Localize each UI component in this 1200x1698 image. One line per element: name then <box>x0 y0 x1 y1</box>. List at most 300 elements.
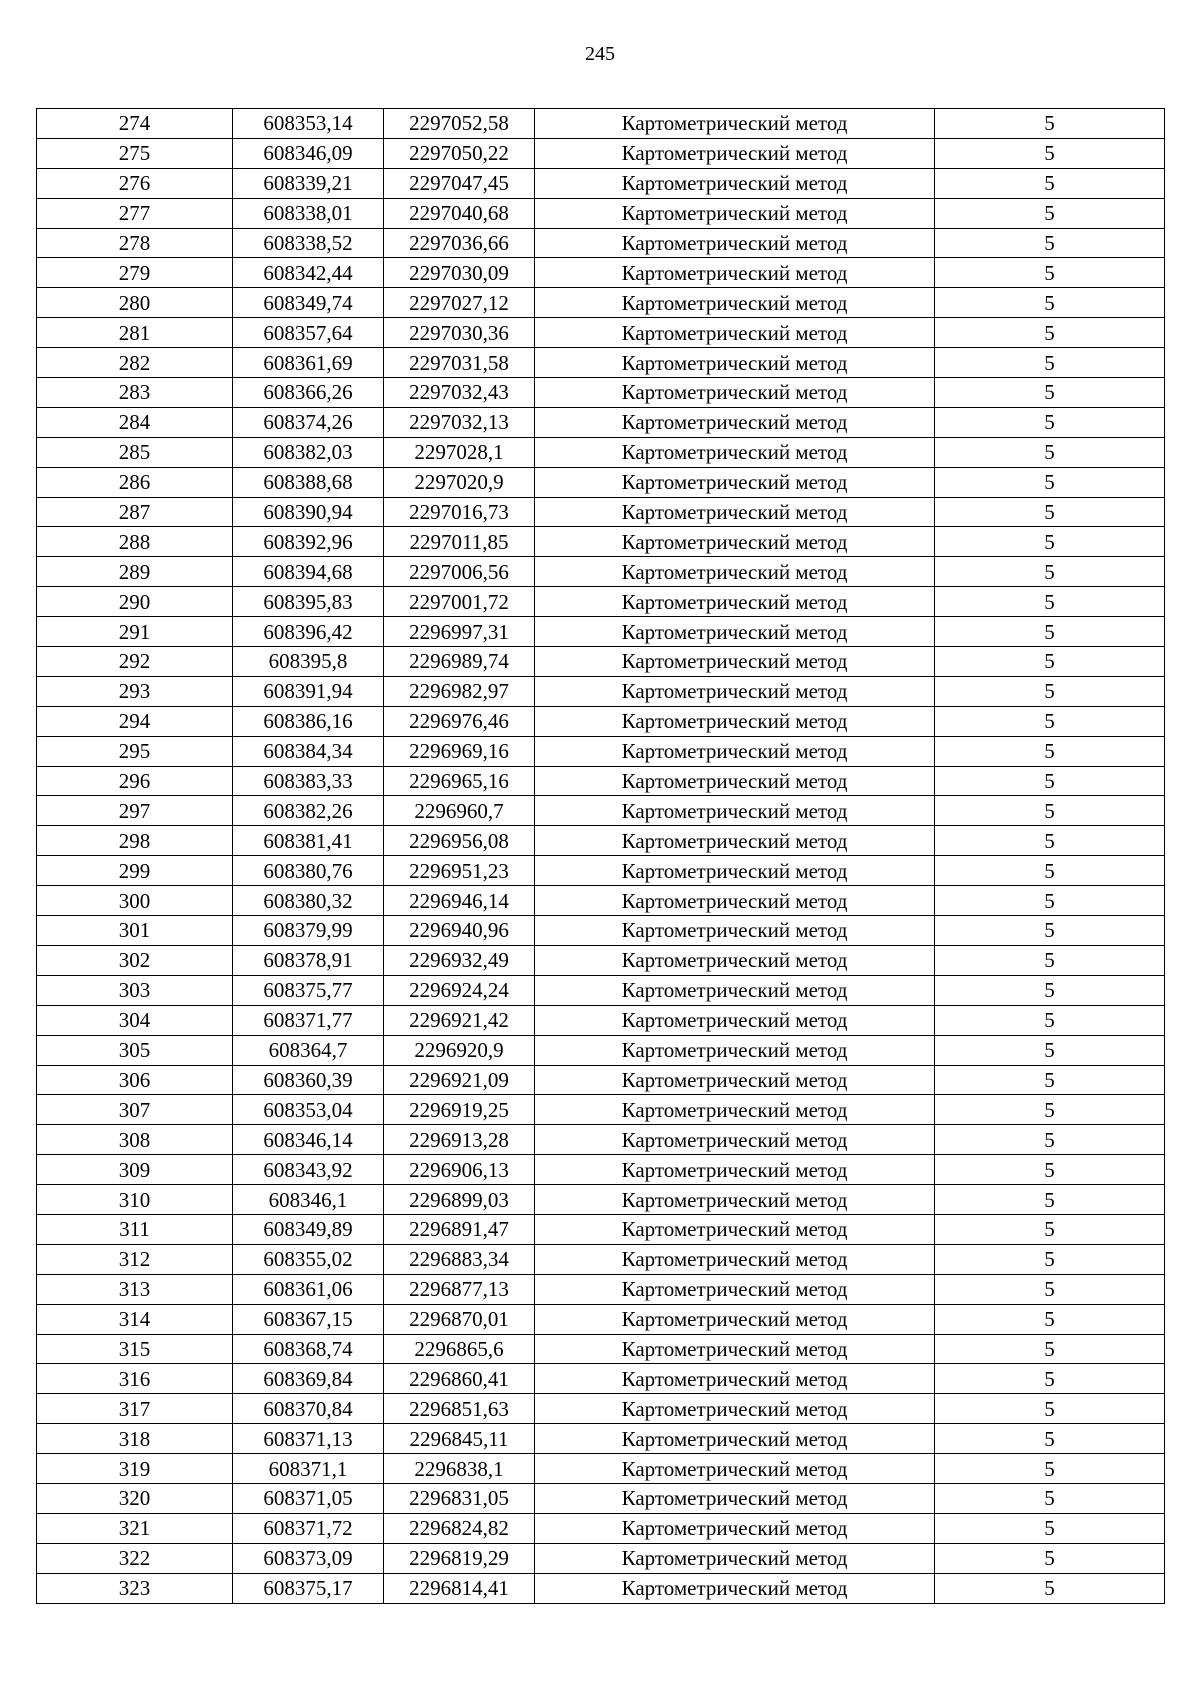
x-coordinate-cell: 608349,74 <box>233 288 384 318</box>
accuracy-cell: 5 <box>935 228 1165 258</box>
point-number-cell: 291 <box>37 617 233 647</box>
method-cell: Картометрический метод <box>535 676 935 706</box>
y-coordinate-cell: 2297011,85 <box>384 527 535 557</box>
method-cell: Картометрический метод <box>535 975 935 1005</box>
table-row <box>37 1095 1165 1125</box>
coordinates-table <box>36 108 1165 1604</box>
y-coordinate-cell: 2296819,29 <box>384 1543 535 1573</box>
y-coordinate-cell: 2296814,41 <box>384 1573 535 1603</box>
table-row <box>37 378 1165 408</box>
method-cell: Картометрический метод <box>535 1513 935 1543</box>
x-coordinate-cell: 608342,44 <box>233 258 384 288</box>
point-number-cell: 315 <box>37 1334 233 1364</box>
accuracy-cell: 5 <box>935 1394 1165 1424</box>
method-cell: Картометрический метод <box>535 1334 935 1364</box>
accuracy-cell: 5 <box>935 617 1165 647</box>
table-row <box>37 587 1165 617</box>
y-coordinate-cell: 2296865,6 <box>384 1334 535 1364</box>
accuracy-cell: 5 <box>935 288 1165 318</box>
point-number-cell: 311 <box>37 1214 233 1244</box>
point-number-cell: 313 <box>37 1274 233 1304</box>
accuracy-cell: 5 <box>935 138 1165 168</box>
accuracy-cell: 5 <box>935 1334 1165 1364</box>
y-coordinate-cell: 2296932,49 <box>384 945 535 975</box>
point-number-cell: 278 <box>37 228 233 258</box>
x-coordinate-cell: 608371,13 <box>233 1424 384 1454</box>
table-row <box>37 557 1165 587</box>
method-cell: Картометрический метод <box>535 886 935 916</box>
x-coordinate-cell: 608394,68 <box>233 557 384 587</box>
table-row <box>37 706 1165 736</box>
table-row <box>37 228 1165 258</box>
accuracy-cell: 5 <box>935 467 1165 497</box>
method-cell: Картометрический метод <box>535 1274 935 1304</box>
x-coordinate-cell: 608384,34 <box>233 736 384 766</box>
accuracy-cell: 5 <box>935 1185 1165 1215</box>
point-number-cell: 314 <box>37 1304 233 1334</box>
point-number-cell: 322 <box>37 1543 233 1573</box>
table-row <box>37 258 1165 288</box>
accuracy-cell: 5 <box>935 1095 1165 1125</box>
method-cell: Картометрический метод <box>535 1454 935 1484</box>
x-coordinate-cell: 608378,91 <box>233 945 384 975</box>
x-coordinate-cell: 608366,26 <box>233 378 384 408</box>
y-coordinate-cell: 2296965,16 <box>384 766 535 796</box>
point-number-cell: 302 <box>37 945 233 975</box>
y-coordinate-cell: 2296924,24 <box>384 975 535 1005</box>
method-cell: Картометрический метод <box>535 1424 935 1454</box>
point-number-cell: 301 <box>37 916 233 946</box>
accuracy-cell: 5 <box>935 766 1165 796</box>
method-cell: Картометрический метод <box>535 1573 935 1603</box>
accuracy-cell: 5 <box>935 1304 1165 1334</box>
point-number-cell: 310 <box>37 1185 233 1215</box>
accuracy-cell: 5 <box>935 1214 1165 1244</box>
x-coordinate-cell: 608371,1 <box>233 1454 384 1484</box>
method-cell: Картометрический метод <box>535 766 935 796</box>
table-row <box>37 497 1165 527</box>
x-coordinate-cell: 608338,52 <box>233 228 384 258</box>
accuracy-cell: 5 <box>935 796 1165 826</box>
table-row <box>37 109 1165 139</box>
table-row <box>37 1214 1165 1244</box>
method-cell: Картометрический метод <box>535 168 935 198</box>
y-coordinate-cell: 2297020,9 <box>384 467 535 497</box>
accuracy-cell: 5 <box>935 198 1165 228</box>
method-cell: Картометрический метод <box>535 527 935 557</box>
y-coordinate-cell: 2297028,1 <box>384 437 535 467</box>
method-cell: Картометрический метод <box>535 1483 935 1513</box>
x-coordinate-cell: 608368,74 <box>233 1334 384 1364</box>
accuracy-cell: 5 <box>935 1424 1165 1454</box>
y-coordinate-cell: 2296913,28 <box>384 1125 535 1155</box>
accuracy-cell: 5 <box>935 258 1165 288</box>
y-coordinate-cell: 2297052,58 <box>384 109 535 139</box>
table-row <box>37 1334 1165 1364</box>
table-row <box>37 1185 1165 1215</box>
point-number-cell: 308 <box>37 1125 233 1155</box>
table-row <box>37 348 1165 378</box>
accuracy-cell: 5 <box>935 1364 1165 1394</box>
table-row <box>37 916 1165 946</box>
point-number-cell: 290 <box>37 587 233 617</box>
x-coordinate-cell: 608346,09 <box>233 138 384 168</box>
accuracy-cell: 5 <box>935 1125 1165 1155</box>
x-coordinate-cell: 608375,77 <box>233 975 384 1005</box>
table-row <box>37 318 1165 348</box>
method-cell: Картометрический метод <box>535 318 935 348</box>
y-coordinate-cell: 2296989,74 <box>384 647 535 677</box>
accuracy-cell: 5 <box>935 557 1165 587</box>
accuracy-cell: 5 <box>935 945 1165 975</box>
accuracy-cell: 5 <box>935 1035 1165 1065</box>
point-number-cell: 283 <box>37 378 233 408</box>
method-cell: Картометрический метод <box>535 557 935 587</box>
method-cell: Картометрический метод <box>535 407 935 437</box>
x-coordinate-cell: 608355,02 <box>233 1244 384 1274</box>
table-row <box>37 1573 1165 1603</box>
x-coordinate-cell: 608346,14 <box>233 1125 384 1155</box>
x-coordinate-cell: 608386,16 <box>233 706 384 736</box>
x-coordinate-cell: 608374,26 <box>233 407 384 437</box>
x-coordinate-cell: 608361,69 <box>233 348 384 378</box>
table-row <box>37 945 1165 975</box>
y-coordinate-cell: 2297040,68 <box>384 198 535 228</box>
x-coordinate-cell: 608395,8 <box>233 647 384 677</box>
table-row <box>37 736 1165 766</box>
y-coordinate-cell: 2296891,47 <box>384 1214 535 1244</box>
method-cell: Картометрический метод <box>535 258 935 288</box>
method-cell: Картометрический метод <box>535 378 935 408</box>
point-number-cell: 288 <box>37 527 233 557</box>
y-coordinate-cell: 2296976,46 <box>384 706 535 736</box>
x-coordinate-cell: 608369,84 <box>233 1364 384 1394</box>
table-row <box>37 1005 1165 1035</box>
x-coordinate-cell: 608390,94 <box>233 497 384 527</box>
accuracy-cell: 5 <box>935 168 1165 198</box>
method-cell: Картометрический метод <box>535 706 935 736</box>
table-row <box>37 1244 1165 1274</box>
accuracy-cell: 5 <box>935 587 1165 617</box>
y-coordinate-cell: 2297032,43 <box>384 378 535 408</box>
table-row <box>37 467 1165 497</box>
point-number-cell: 297 <box>37 796 233 826</box>
y-coordinate-cell: 2296831,05 <box>384 1483 535 1513</box>
point-number-cell: 289 <box>37 557 233 587</box>
table-row <box>37 527 1165 557</box>
y-coordinate-cell: 2297016,73 <box>384 497 535 527</box>
point-number-cell: 295 <box>37 736 233 766</box>
table-row <box>37 856 1165 886</box>
accuracy-cell: 5 <box>935 1274 1165 1304</box>
x-coordinate-cell: 608391,94 <box>233 676 384 706</box>
y-coordinate-cell: 2296919,25 <box>384 1095 535 1125</box>
method-cell: Картометрический метод <box>535 437 935 467</box>
point-number-cell: 316 <box>37 1364 233 1394</box>
accuracy-cell: 5 <box>935 676 1165 706</box>
method-cell: Картометрический метод <box>535 1304 935 1334</box>
method-cell: Картометрический метод <box>535 138 935 168</box>
method-cell: Картометрический метод <box>535 228 935 258</box>
accuracy-cell: 5 <box>935 736 1165 766</box>
accuracy-cell: 5 <box>935 109 1165 139</box>
method-cell: Картометрический метод <box>535 945 935 975</box>
accuracy-cell: 5 <box>935 318 1165 348</box>
method-cell: Картометрический метод <box>535 1155 935 1185</box>
y-coordinate-cell: 2297006,56 <box>384 557 535 587</box>
x-coordinate-cell: 608339,21 <box>233 168 384 198</box>
table-row <box>37 886 1165 916</box>
point-number-cell: 299 <box>37 856 233 886</box>
point-number-cell: 277 <box>37 198 233 228</box>
y-coordinate-cell: 2296838,1 <box>384 1454 535 1484</box>
method-cell: Картометрический метод <box>535 198 935 228</box>
y-coordinate-cell: 2297027,12 <box>384 288 535 318</box>
point-number-cell: 274 <box>37 109 233 139</box>
accuracy-cell: 5 <box>935 647 1165 677</box>
y-coordinate-cell: 2296921,09 <box>384 1065 535 1095</box>
table-row <box>37 138 1165 168</box>
accuracy-cell: 5 <box>935 1543 1165 1573</box>
method-cell: Картометрический метод <box>535 647 935 677</box>
y-coordinate-cell: 2297032,13 <box>384 407 535 437</box>
x-coordinate-cell: 608360,39 <box>233 1065 384 1095</box>
accuracy-cell: 5 <box>935 916 1165 946</box>
x-coordinate-cell: 608388,68 <box>233 467 384 497</box>
point-number-cell: 275 <box>37 138 233 168</box>
table-row <box>37 796 1165 826</box>
point-number-cell: 282 <box>37 348 233 378</box>
table-row <box>37 1155 1165 1185</box>
point-number-cell: 321 <box>37 1513 233 1543</box>
table-row <box>37 1364 1165 1394</box>
point-number-cell: 293 <box>37 676 233 706</box>
table-row <box>37 676 1165 706</box>
method-cell: Картометрический метод <box>535 916 935 946</box>
x-coordinate-cell: 608338,01 <box>233 198 384 228</box>
point-number-cell: 319 <box>37 1454 233 1484</box>
y-coordinate-cell: 2296921,42 <box>384 1005 535 1035</box>
method-cell: Картометрический метод <box>535 1214 935 1244</box>
table-row <box>37 1513 1165 1543</box>
accuracy-cell: 5 <box>935 348 1165 378</box>
method-cell: Картометрический метод <box>535 1065 935 1095</box>
y-coordinate-cell: 2297030,09 <box>384 258 535 288</box>
accuracy-cell: 5 <box>935 886 1165 916</box>
point-number-cell: 305 <box>37 1035 233 1065</box>
y-coordinate-cell: 2296824,82 <box>384 1513 535 1543</box>
table-row <box>37 766 1165 796</box>
x-coordinate-cell: 608343,92 <box>233 1155 384 1185</box>
accuracy-cell: 5 <box>935 527 1165 557</box>
point-number-cell: 279 <box>37 258 233 288</box>
x-coordinate-cell: 608382,03 <box>233 437 384 467</box>
accuracy-cell: 5 <box>935 378 1165 408</box>
method-cell: Картометрический метод <box>535 288 935 318</box>
table-row <box>37 647 1165 677</box>
y-coordinate-cell: 2296877,13 <box>384 1274 535 1304</box>
method-cell: Картометрический метод <box>535 1185 935 1215</box>
y-coordinate-cell: 2296940,96 <box>384 916 535 946</box>
y-coordinate-cell: 2296883,34 <box>384 1244 535 1274</box>
accuracy-cell: 5 <box>935 497 1165 527</box>
accuracy-cell: 5 <box>935 826 1165 856</box>
method-cell: Картометрический метод <box>535 1005 935 1035</box>
method-cell: Картометрический метод <box>535 617 935 647</box>
x-coordinate-cell: 608383,33 <box>233 766 384 796</box>
point-number-cell: 286 <box>37 467 233 497</box>
y-coordinate-cell: 2297031,58 <box>384 348 535 378</box>
point-number-cell: 300 <box>37 886 233 916</box>
y-coordinate-cell: 2296956,08 <box>384 826 535 856</box>
table-row <box>37 1394 1165 1424</box>
y-coordinate-cell: 2296906,13 <box>384 1155 535 1185</box>
method-cell: Картометрический метод <box>535 1035 935 1065</box>
y-coordinate-cell: 2297047,45 <box>384 168 535 198</box>
y-coordinate-cell: 2297050,22 <box>384 138 535 168</box>
point-number-cell: 276 <box>37 168 233 198</box>
y-coordinate-cell: 2296870,01 <box>384 1304 535 1334</box>
x-coordinate-cell: 608379,99 <box>233 916 384 946</box>
y-coordinate-cell: 2296951,23 <box>384 856 535 886</box>
x-coordinate-cell: 608396,42 <box>233 617 384 647</box>
point-number-cell: 312 <box>37 1244 233 1274</box>
x-coordinate-cell: 608395,83 <box>233 587 384 617</box>
accuracy-cell: 5 <box>935 856 1165 886</box>
x-coordinate-cell: 608357,64 <box>233 318 384 348</box>
table-row <box>37 198 1165 228</box>
x-coordinate-cell: 608353,04 <box>233 1095 384 1125</box>
page-number: 245 <box>585 43 615 65</box>
x-coordinate-cell: 608370,84 <box>233 1394 384 1424</box>
method-cell: Картометрический метод <box>535 736 935 766</box>
y-coordinate-cell: 2296946,14 <box>384 886 535 916</box>
y-coordinate-cell: 2296899,03 <box>384 1185 535 1215</box>
point-number-cell: 281 <box>37 318 233 348</box>
point-number-cell: 292 <box>37 647 233 677</box>
table-row <box>37 1125 1165 1155</box>
x-coordinate-cell: 608380,32 <box>233 886 384 916</box>
accuracy-cell: 5 <box>935 1244 1165 1274</box>
table-row <box>37 168 1165 198</box>
method-cell: Картометрический метод <box>535 348 935 378</box>
point-number-cell: 307 <box>37 1095 233 1125</box>
method-cell: Картометрический метод <box>535 1095 935 1125</box>
table-row <box>37 1424 1165 1454</box>
x-coordinate-cell: 608381,41 <box>233 826 384 856</box>
y-coordinate-cell: 2297036,66 <box>384 228 535 258</box>
point-number-cell: 303 <box>37 975 233 1005</box>
table-row <box>37 1483 1165 1513</box>
table-row <box>37 975 1165 1005</box>
point-number-cell: 296 <box>37 766 233 796</box>
accuracy-cell: 5 <box>935 1155 1165 1185</box>
table-row <box>37 826 1165 856</box>
x-coordinate-cell: 608349,89 <box>233 1214 384 1244</box>
table-row <box>37 1543 1165 1573</box>
point-number-cell: 285 <box>37 437 233 467</box>
point-number-cell: 298 <box>37 826 233 856</box>
coordinates-table-body <box>37 109 1165 1604</box>
table-row <box>37 1035 1165 1065</box>
x-coordinate-cell: 608371,77 <box>233 1005 384 1035</box>
accuracy-cell: 5 <box>935 1065 1165 1095</box>
x-coordinate-cell: 608367,15 <box>233 1304 384 1334</box>
accuracy-cell: 5 <box>935 1483 1165 1513</box>
y-coordinate-cell: 2296920,9 <box>384 1035 535 1065</box>
method-cell: Картометрический метод <box>535 826 935 856</box>
table-row <box>37 1304 1165 1334</box>
method-cell: Картометрический метод <box>535 1244 935 1274</box>
y-coordinate-cell: 2296982,97 <box>384 676 535 706</box>
method-cell: Картометрический метод <box>535 856 935 886</box>
x-coordinate-cell: 608380,76 <box>233 856 384 886</box>
x-coordinate-cell: 608392,96 <box>233 527 384 557</box>
y-coordinate-cell: 2296997,31 <box>384 617 535 647</box>
accuracy-cell: 5 <box>935 437 1165 467</box>
y-coordinate-cell: 2297030,36 <box>384 318 535 348</box>
y-coordinate-cell: 2296960,7 <box>384 796 535 826</box>
accuracy-cell: 5 <box>935 1454 1165 1484</box>
point-number-cell: 280 <box>37 288 233 318</box>
method-cell: Картометрический метод <box>535 1364 935 1394</box>
x-coordinate-cell: 608346,1 <box>233 1185 384 1215</box>
x-coordinate-cell: 608364,7 <box>233 1035 384 1065</box>
y-coordinate-cell: 2296860,41 <box>384 1364 535 1394</box>
table-row <box>37 1454 1165 1484</box>
method-cell: Картометрический метод <box>535 1125 935 1155</box>
x-coordinate-cell: 608353,14 <box>233 109 384 139</box>
y-coordinate-cell: 2296969,16 <box>384 736 535 766</box>
y-coordinate-cell: 2296845,11 <box>384 1424 535 1454</box>
point-number-cell: 309 <box>37 1155 233 1185</box>
method-cell: Картометрический метод <box>535 796 935 826</box>
x-coordinate-cell: 608375,17 <box>233 1573 384 1603</box>
x-coordinate-cell: 608371,05 <box>233 1483 384 1513</box>
table-row <box>37 288 1165 318</box>
point-number-cell: 318 <box>37 1424 233 1454</box>
x-coordinate-cell: 608373,09 <box>233 1543 384 1573</box>
point-number-cell: 320 <box>37 1483 233 1513</box>
accuracy-cell: 5 <box>935 706 1165 736</box>
point-number-cell: 317 <box>37 1394 233 1424</box>
method-cell: Картометрический метод <box>535 1394 935 1424</box>
accuracy-cell: 5 <box>935 1573 1165 1603</box>
table-row <box>37 1274 1165 1304</box>
point-number-cell: 306 <box>37 1065 233 1095</box>
method-cell: Картометрический метод <box>535 109 935 139</box>
accuracy-cell: 5 <box>935 1513 1165 1543</box>
table-row <box>37 407 1165 437</box>
method-cell: Картометрический метод <box>535 1543 935 1573</box>
point-number-cell: 284 <box>37 407 233 437</box>
method-cell: Картометрический метод <box>535 467 935 497</box>
y-coordinate-cell: 2296851,63 <box>384 1394 535 1424</box>
table-row <box>37 437 1165 467</box>
x-coordinate-cell: 608361,06 <box>233 1274 384 1304</box>
method-cell: Картометрический метод <box>535 587 935 617</box>
point-number-cell: 323 <box>37 1573 233 1603</box>
x-coordinate-cell: 608382,26 <box>233 796 384 826</box>
point-number-cell: 294 <box>37 706 233 736</box>
accuracy-cell: 5 <box>935 1005 1165 1035</box>
table-row <box>37 1065 1165 1095</box>
accuracy-cell: 5 <box>935 975 1165 1005</box>
method-cell: Картометрический метод <box>535 497 935 527</box>
y-coordinate-cell: 2297001,72 <box>384 587 535 617</box>
accuracy-cell: 5 <box>935 407 1165 437</box>
table-row <box>37 617 1165 647</box>
